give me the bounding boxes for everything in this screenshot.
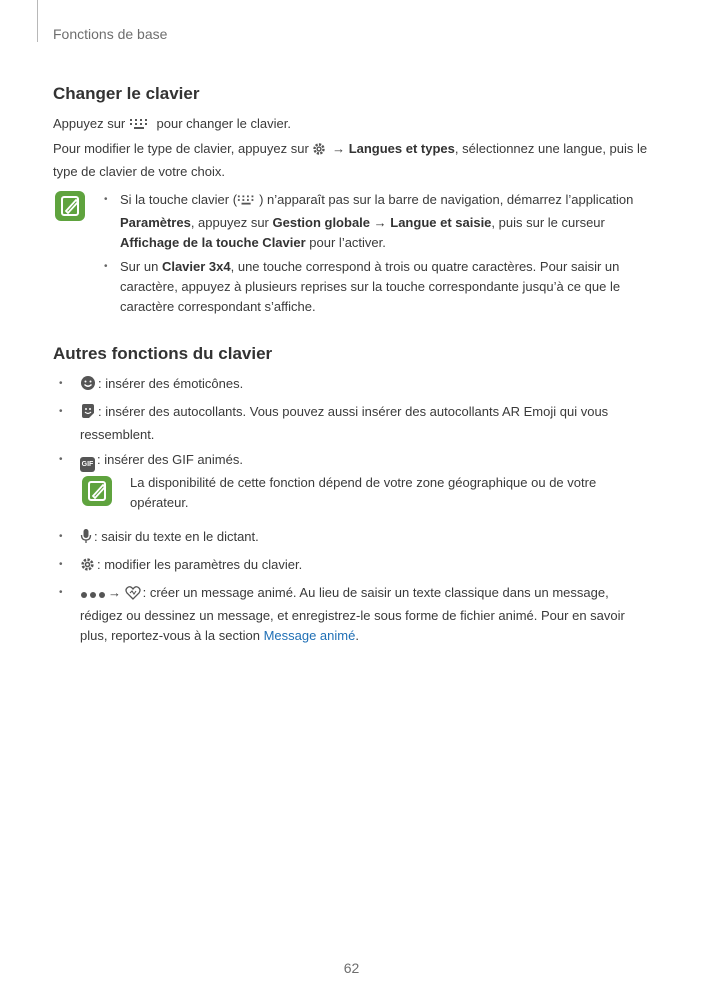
sticker-icon	[80, 403, 96, 425]
keyboard-functions-list-2	[53, 527, 643, 646]
paragraph-modify-keyboard-type: Pour modifier le type de clavier, appuyez sur → Langues et types, sélectionnez une langue, puis le type de clavier de votre choix.	[53, 141, 648, 179]
link-message-anime[interactable]: Message animé	[263, 628, 356, 643]
list-item-voice: • : saisir du texte en le dictant.	[53, 527, 643, 550]
list-item-gif: • GIF : insérer des GIF animés.	[53, 450, 643, 472]
section-title-changer-clavier: Changer le clavier	[53, 84, 200, 103]
note-item-keyboard-3x4: • Sur un Clavier 3x4, une touche correspond à trois ou quatre caractères. Pour saisir un caractère, appuyez à plusieurs reprises sur la touche correspondante jusqu’à ce que le caractère correspondant s’affiche.	[104, 257, 649, 317]
note-item-keyboard-button: • Si la touche clavier ( ) n’apparaît pas sur la barre de navigation, démarrez l’application Paramètres, appuyez sur Gestion globale → Langue et saisie, puis sur le curseur Affichage de la touche Clavier pour l’activer.	[104, 190, 649, 253]
gif-availability-note: La disponibilité de cette fonction dépend de votre zone géographique ou de votre opérateur.	[130, 475, 597, 510]
page-number: 62	[343, 960, 360, 976]
keyboard-icon	[129, 117, 151, 137]
list-item-live-message: • → : créer un message animé. Au lieu de saisir un texte classique dans un message, rédigez ou dessinez un message, et enregistrez-le sous forme de fichier animé. Pour en savoir plus, reportez-vous à la section Message animé.	[53, 583, 643, 646]
gif-icon: GIF	[80, 457, 95, 472]
note-list-keyboard	[104, 190, 649, 321]
list-item-settings: • : modifier les paramètres du clavier.	[53, 555, 643, 578]
microphone-icon	[80, 528, 92, 550]
section-title-autres-fonctions: Autres fonctions du clavier	[53, 344, 273, 363]
note-pencil-icon	[82, 476, 112, 506]
note-pencil-icon	[55, 191, 85, 221]
live-message-icon	[125, 585, 141, 606]
list-item-emoji: • : insérer des émoticônes.	[53, 374, 643, 397]
list-item-sticker: • : insérer des autocollants. Vous pouvez aussi insérer des autocollants AR Emoji qui vous ressemblent.	[53, 402, 643, 445]
more-dots-icon	[80, 586, 106, 606]
emoji-icon	[80, 375, 96, 397]
paragraph-change-keyboard: Appuyez sur pour changer le clavier.	[53, 114, 653, 137]
settings-gear-icon	[312, 142, 326, 162]
keyboard-functions-list	[53, 374, 643, 472]
header-rule	[37, 0, 38, 42]
settings-gear-icon	[80, 557, 95, 578]
section-header: Fonctions de base	[53, 26, 168, 42]
keyboard-icon	[237, 193, 257, 213]
